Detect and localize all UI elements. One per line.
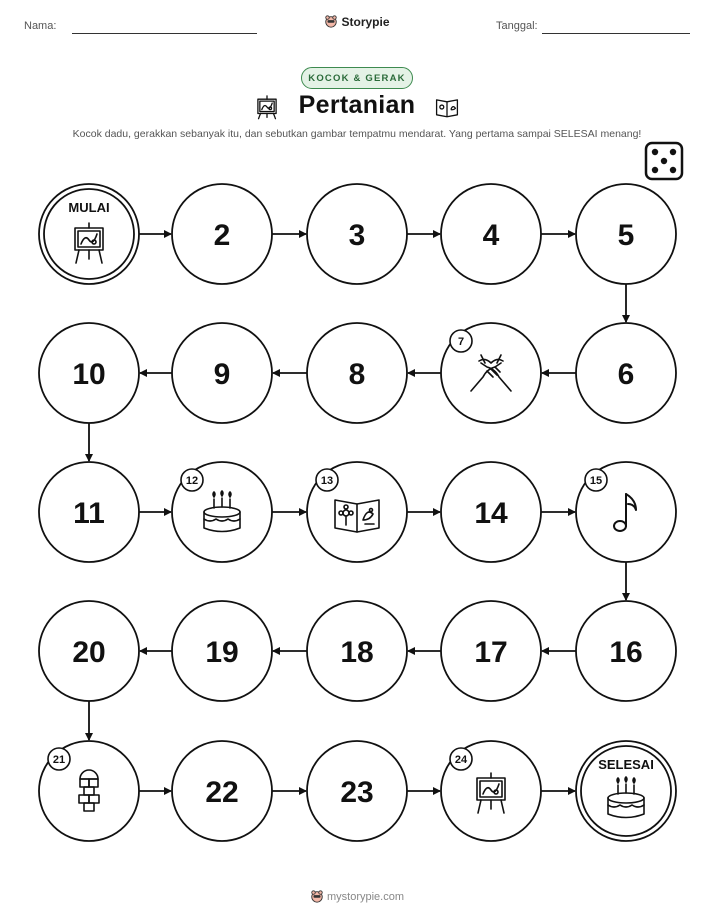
date-label: Tanggal: bbox=[496, 20, 538, 32]
space-number-badge: 7 bbox=[457, 336, 465, 348]
space-number: 8 bbox=[348, 358, 366, 391]
space-number: 5 bbox=[617, 219, 635, 252]
board-space-1 bbox=[39, 184, 139, 284]
space-number-badge: 13 bbox=[320, 475, 334, 487]
board-space-23 bbox=[307, 741, 407, 841]
space-number: 19 bbox=[205, 636, 239, 669]
footer bbox=[0, 889, 714, 903]
footer-url: mystorypie.com bbox=[326, 891, 405, 903]
space-number-badge: 15 bbox=[589, 475, 603, 487]
board-space-9 bbox=[172, 323, 272, 423]
brand-name: Storypie bbox=[341, 15, 390, 29]
space-number-badge: 12 bbox=[185, 475, 199, 487]
instructions: Kocok dadu, gerakkan sebanyak itu, dan sebutkan gambar tempatmu mendarat. Yang pertama sampai SELESAI menang! bbox=[72, 128, 642, 140]
space-number: 18 bbox=[340, 636, 374, 669]
board-space-10 bbox=[39, 323, 139, 423]
board-space-24 bbox=[441, 741, 541, 841]
board-space-6 bbox=[576, 323, 676, 423]
board-space-21 bbox=[39, 741, 139, 841]
board-space-25 bbox=[576, 741, 676, 841]
space-number: 17 bbox=[474, 636, 508, 669]
space-number: 11 bbox=[73, 497, 105, 530]
board-spaces bbox=[39, 184, 676, 841]
space-number: 2 bbox=[213, 219, 231, 252]
space-number-badge: 21 bbox=[52, 754, 66, 766]
space-number: 20 bbox=[72, 636, 106, 669]
space-number: 3 bbox=[348, 219, 366, 252]
board-space-14 bbox=[441, 462, 541, 562]
space-number: 14 bbox=[474, 497, 508, 530]
space-number: 4 bbox=[482, 219, 500, 252]
board-space-3 bbox=[307, 184, 407, 284]
board-space-5 bbox=[576, 184, 676, 284]
board-space-4 bbox=[441, 184, 541, 284]
space-label: MULAI bbox=[68, 200, 110, 215]
board-space-11 bbox=[39, 462, 139, 562]
board-space-15 bbox=[576, 462, 676, 562]
board-space-22 bbox=[172, 741, 272, 841]
board-space-8 bbox=[307, 323, 407, 423]
space-number: 6 bbox=[617, 358, 635, 391]
board-space-16 bbox=[576, 601, 676, 701]
space-number: 16 bbox=[609, 636, 643, 669]
space-number: 22 bbox=[205, 776, 239, 809]
space-number: 23 bbox=[340, 776, 374, 809]
board-space-12 bbox=[172, 462, 272, 562]
board-space-2 bbox=[172, 184, 272, 284]
space-number-badge: 24 bbox=[454, 754, 468, 766]
page-title: Pertanian bbox=[298, 91, 416, 119]
board-space-18 bbox=[307, 601, 407, 701]
space-number: 10 bbox=[72, 358, 106, 391]
board-space-7 bbox=[441, 323, 541, 423]
space-label: SELESAI bbox=[598, 757, 654, 772]
board-space-17 bbox=[441, 601, 541, 701]
board-space-20 bbox=[39, 601, 139, 701]
board-space-19 bbox=[172, 601, 272, 701]
board-space-13 bbox=[307, 462, 407, 562]
name-label: Nama: bbox=[24, 20, 57, 32]
space-number: 9 bbox=[213, 358, 231, 391]
storypie-logo-icon bbox=[310, 889, 324, 903]
activity-badge: KOCOK & GERAK bbox=[301, 67, 413, 89]
